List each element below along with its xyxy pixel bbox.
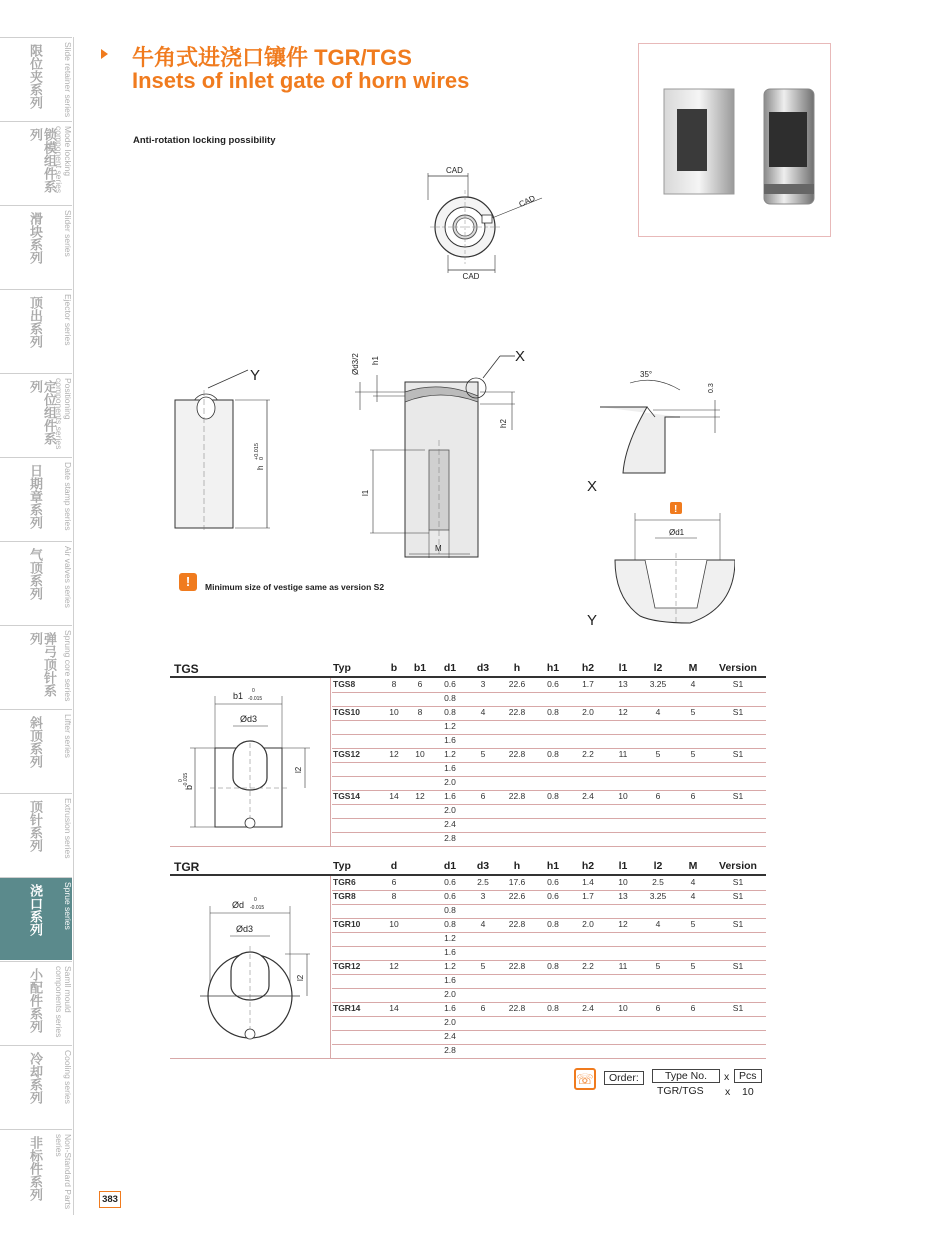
tgs-cell-typ: TGS8 [333,679,356,689]
sidebar-tab[interactable] [0,793,72,876]
tgs-cell-d1: 0.6 [444,679,456,689]
label-gap: 0.3 [708,383,715,393]
tgr-cell-l2: 6 [655,1003,661,1013]
tgs-cell-h2: 2.2 [582,749,594,759]
tgr-cell-typ: TGR6 [333,877,356,887]
tgr-cell-h2: 2.2 [582,961,594,971]
tgs-b1-tol-top: 0 [252,688,255,694]
tgs-cell-typ: TGS10 [333,707,360,717]
tgr-cell-d1: 0.6 [444,891,456,901]
tgr-cell-typ: TGR12 [333,961,361,971]
label-y-left: Y [250,367,261,384]
tgr-table-row [332,876,766,891]
sidebar-divider [73,37,74,1215]
tgr-cell-ver: S1 [732,961,744,971]
tgs-cell-d1: 1.6 [444,735,456,745]
tgs-cell-b: 12 [389,749,399,759]
tgr-table-row [332,946,766,961]
tgs-col-header: b [390,662,398,674]
tgr-table-row [332,1002,766,1017]
tgr-table-row [332,890,766,905]
tgs-col-header: d1 [443,662,457,674]
tgs-cell-d3: 5 [480,749,486,759]
warning-icon: ! [179,573,197,591]
tgr-cell-d1: 1.6 [444,947,456,957]
tgs-table-bottom [170,846,766,847]
tgs-cell-l1: 12 [618,707,628,717]
tgs-cell-l1: 11 [618,749,628,759]
tgs-col-header: Typ [333,662,351,674]
tgr-cell-h2: 1.7 [582,891,594,901]
tgr-cell-d1: 0.6 [444,877,456,887]
tgr-cell-l2: 4 [655,919,661,929]
tgr-col-header: Version [719,860,757,872]
page-title-cn: 牛角式进浇口镶件 TGR/TGS [132,45,412,70]
sidebar-tab-en: Slide retainer series [63,42,73,118]
front-view-drawing [345,330,535,560]
order-example-type: TGR/TGS [657,1085,704,1097]
tgs-cell-l1: 10 [618,791,628,801]
tgr-cell-h1: 0.8 [547,919,559,929]
tgr-cell-h2: 1.4 [582,877,594,887]
tgs-cell-d1: 2.0 [444,805,456,815]
tgs-table-row [332,818,766,833]
tgs-cell-ver: S1 [732,679,744,689]
tgs-cell-h2: 1.7 [582,679,594,689]
tgs-col-header: h2 [581,662,595,674]
sidebar-tab-en: Lifter series [63,714,73,758]
tgs-cell-b1: 8 [417,707,423,717]
sidebar-tab-cn: 浇口系列 [28,884,43,936]
tgs-cell-typ: TGS14 [333,791,360,801]
tgr-cell-l1: 10 [618,877,628,887]
tgr-cell-h: 22.8 [508,919,526,929]
tgs-table-row [332,706,766,721]
sidebar-tab-cn: 定位组件系列 [28,380,57,445]
tgs-cell-d1: 1.2 [444,721,456,731]
tgr-cell-l1: 11 [618,961,628,971]
detail-y-drawing [585,498,735,628]
tgs-table-row [332,804,766,819]
tgr-col-header: d1 [443,860,457,872]
tgr-cell-d: 14 [389,1003,399,1013]
tgr-d3-label: Ød3 [236,924,254,934]
tgr-cell-h2: 2.4 [582,1003,594,1013]
tgs-cell-l2: 3.25 [649,679,667,689]
tgr-cell-ver: S1 [732,891,744,901]
label-y-detail: Y [587,612,598,628]
sidebar-tab-cn: 日期章系列 [28,464,43,529]
tgs-cell-h: 22.8 [508,707,526,717]
tgs-cell-d1: 2.4 [444,819,456,829]
tgr-table-row [332,904,766,919]
sidebar-tab[interactable] [0,961,72,1044]
tgr-cell-typ: TGR10 [333,919,361,929]
label-m: M [435,544,442,553]
tgr-cell-d1: 2.0 [444,989,456,999]
tgr-col-header: M [688,860,698,872]
tgs-table-row [332,748,766,763]
sidebar-tab-en: Air valves series [63,546,73,608]
tgs-cell-b1: 6 [417,679,423,689]
phone-order-icon: ☏ [574,1068,596,1090]
tgs-table-row [332,776,766,791]
tgs-cell-ver: S1 [732,749,744,759]
tgr-table-row [332,960,766,975]
tgr-cell-d1: 0.8 [444,919,456,929]
warning-glyph-small: ! [674,504,678,515]
sidebar-tab-cn: 限位夹系列 [28,44,43,109]
cad-label-bottom: CAD [462,272,480,281]
sidebar-tab[interactable] [0,1129,72,1212]
order-times-2: x [725,1086,731,1098]
tgr-col-header: h1 [546,860,560,872]
sidebar-tab[interactable] [0,373,72,456]
tgs-col-header: h [513,662,521,674]
order-type-no-header: Type No. [652,1069,720,1083]
sidebar-tab-en: Sprung core series [63,630,73,702]
label-h2: h2 [499,419,508,428]
tgr-cell-ver: S1 [732,1003,744,1013]
tgs-cell-d1: 1.2 [444,749,456,759]
tgs-cell-d1: 0.8 [444,707,456,717]
sidebar-tab[interactable] [0,709,72,792]
tgs-cell-h2: 2.0 [582,707,594,717]
tgs-col-header: Version [719,662,757,674]
sidebar-tab-cn: 冷却系列 [28,1052,43,1104]
tgs-cell-h2: 2.4 [582,791,594,801]
tgs-cell-b: 8 [391,679,397,689]
tgs-cell-m: 6 [690,791,696,801]
tgs-cell-d3: 4 [480,707,486,717]
tgs-b-tol-bot: -0.015 [183,772,189,787]
tgr-table-header [170,858,766,876]
tgr-table-row [332,1030,766,1045]
sidebar-tab-cn: 滑块系列 [28,212,43,264]
tgs-cell-ver: S1 [732,707,744,717]
sidebar-tab-cn: 锁模组件系列 [28,128,57,193]
tgr-cell-h2: 2.0 [582,919,594,929]
tgr-col-header: l2 [653,860,663,872]
tgr-cell-d1: 2.0 [444,1017,456,1027]
tgr-cell-d3: 3 [480,891,486,901]
tgs-cell-h: 22.6 [508,679,526,689]
tgr-cell-h1: 0.6 [547,891,559,901]
tgr-cell-h1: 0.6 [547,877,559,887]
tgr-table-row [332,918,766,933]
tgr-table-row [332,1016,766,1031]
tgr-cell-h1: 0.8 [547,961,559,971]
tgr-cell-typ: TGR14 [333,1003,361,1013]
tgr-cell-d: 6 [391,877,397,887]
tgr-cell-l2: 2.5 [652,877,664,887]
sidebar-tab[interactable] [0,1045,72,1128]
note-text: Minimum size of vestige same as version S2 [205,582,385,592]
tgs-table-row [332,832,766,847]
tgr-cell-h: 22.8 [508,961,526,971]
sidebar-tab[interactable] [0,121,72,204]
tgs-col-header: b1 [413,662,427,674]
page-number: 383 [99,1191,121,1208]
tgr-cell-d3: 2.5 [477,877,489,887]
label-h: h [256,465,265,470]
tgr-table-row [332,988,766,1003]
tgr-col-header: h [513,860,521,872]
tgr-cell-l2: 3.25 [649,891,667,901]
tgr-cell-ver: S1 [732,877,744,887]
tgr-table-row [332,932,766,947]
label-h-tol-bot: 0 [259,456,265,460]
tgr-cell-ver: S1 [732,919,744,929]
sidebar-tab[interactable] [0,289,72,372]
tgr-col-header: d3 [476,860,490,872]
tgs-cell-l2: 4 [655,707,661,717]
sidebar-tab-cn: 非标件系列 [28,1136,43,1201]
sidebar-tab-cn: 顶出系列 [28,296,43,348]
tgr-col-header: d [390,860,398,872]
tgs-table-row [332,734,766,749]
tgr-figure [170,876,331,1058]
tgr-cell-d1: 1.2 [444,933,456,943]
product-photo [638,43,831,237]
tgr-cell-d3: 4 [480,919,486,929]
tgr-cell-d3: 5 [480,961,486,971]
tgs-table-row [332,790,766,805]
sidebar-tab-en: Extrusion series [63,798,73,859]
tgr-table-row [332,1044,766,1059]
label-x-detail: X [587,478,598,495]
tgs-cell-typ: TGS12 [333,749,360,759]
sidebar-tab[interactable] [0,457,72,540]
tgr-cell-d1: 1.6 [444,975,456,985]
tgs-cell-d3: 6 [480,791,486,801]
sidebar-tab-cn: 弹弓顶针系列 [28,632,57,697]
sidebar-tab-en: Samll mould components series [54,966,73,1038]
tgs-section-label: TGS [174,662,199,676]
tgs-cell-l2: 5 [655,749,661,759]
tgr-table-bottom [170,1058,766,1059]
tgs-b1-label: b1 [233,691,244,701]
tgr-cell-m: 4 [690,877,696,887]
product-render [639,44,830,236]
tgr-cell-d1: 1.2 [444,961,456,971]
tgs-col-header: d3 [476,662,490,674]
tgs-col-header: l2 [653,662,663,674]
order-pcs-header: Pcs [734,1069,762,1083]
tgr-cell-m: 4 [690,891,696,901]
tgr-cell-l1: 13 [618,891,628,901]
tgs-cell-h: 22.8 [508,749,526,759]
tgr-cell-l1: 12 [618,919,628,929]
tgr-cell-h: 22.6 [508,891,526,901]
sidebar-tab[interactable] [0,205,72,288]
sidebar-tab-cn: 小配件系列 [28,968,43,1033]
tgr-cell-d1: 0.8 [444,905,456,915]
tgs-cell-b: 10 [389,707,399,717]
tgr-col-header: l1 [618,860,628,872]
sidebar-tab-en: Non-Standard Parts series [54,1134,73,1210]
tgs-cell-b1: 10 [415,749,425,759]
tgs-figure [170,678,331,846]
sidebar [0,37,73,1215]
tgs-cell-b: 14 [389,791,399,801]
tgs-b1-tol-bot: -0.015 [248,696,263,702]
sidebar-tab[interactable] [0,625,72,708]
sidebar-tab-en: Slider series [63,210,73,257]
sidebar-tab[interactable] [0,37,72,120]
tgr-cell-m: 6 [690,1003,696,1013]
cad-top-view-drawing [420,160,560,285]
tgr-cell-h1: 0.8 [547,1003,559,1013]
tgs-cell-m: 5 [690,707,696,717]
sidebar-tab-en: Mode locking component series [54,126,73,194]
side-view-y-drawing [170,360,280,535]
tgs-cell-b1: 12 [415,791,425,801]
tgs-cell-h1: 0.8 [547,791,559,801]
tgs-cell-m: 4 [690,679,696,689]
cad-label-angled: CAD [517,193,537,209]
tgr-cell-d: 10 [389,919,399,929]
tgs-table-header [170,660,766,678]
tgr-section-label: TGR [174,860,200,874]
tgs-cell-d1: 0.8 [444,693,456,703]
label-angle: 35° [640,370,653,379]
tgr-cell-h: 17.6 [508,877,526,887]
tgr-d-tol-bot: -0.015 [250,905,265,911]
tgs-section-drawing [170,678,330,846]
tgs-cell-m: 5 [690,749,696,759]
tgs-cell-d1: 1.6 [444,791,456,801]
tgr-table-row [332,974,766,989]
tgs-cell-d1: 1.6 [444,763,456,773]
tgs-table-row [332,678,766,693]
tgr-cell-d: 12 [389,961,399,971]
tgr-cell-d1: 1.6 [444,1003,456,1013]
anti-rotation-caption: Anti-rotation locking possibility [133,135,276,146]
cad-label-top: CAD [446,166,463,175]
tgr-d-tol-top: 0 [254,897,257,903]
note-warning [179,573,197,591]
tgr-section-drawing [170,876,330,1058]
tgr-d-label: Ød [232,900,245,910]
sidebar-tab[interactable] [0,877,72,960]
tgr-cell-d1: 2.4 [444,1031,456,1041]
order-times-1: x [724,1071,730,1083]
tgs-cell-h: 22.8 [508,791,526,801]
tgr-cell-typ: TGR8 [333,891,356,901]
label-d3-half: Ød3/2 [351,353,360,375]
tgs-cell-d1: 2.0 [444,777,456,787]
tgr-cell-m: 5 [690,919,696,929]
title-arrow-icon [101,49,108,59]
tgs-b-tol-top: 0 [178,779,184,782]
order-example-qty: 10 [742,1086,754,1098]
sidebar-tab-en: Positioning components series [54,378,73,450]
page-title-en: Insets of inlet gate of horn wires [132,68,470,93]
tgs-cell-h1: 0.8 [547,707,559,717]
tgr-col-header: h2 [581,860,595,872]
tgs-d3-label: Ød3 [240,714,258,724]
label-h1: h1 [371,356,380,365]
tgs-l2-label: l2 [294,766,303,773]
tgr-cell-l1: 10 [618,1003,628,1013]
detail-x-drawing [585,365,725,495]
tgr-cell-d3: 6 [480,1003,486,1013]
tgs-cell-d1: 2.8 [444,833,456,843]
tgs-cell-l1: 13 [618,679,628,689]
sidebar-tab-en: Cooling series [63,1050,73,1104]
tgr-cell-m: 5 [690,961,696,971]
tgs-table-row [332,720,766,735]
sidebar-tab[interactable] [0,541,72,624]
sidebar-tab-cn: 气顶系列 [28,548,43,600]
sidebar-tab-cn: 顶针系列 [28,800,43,852]
label-d1: Ød1 [669,528,685,537]
tgs-cell-d3: 3 [480,679,486,689]
tgs-col-header: M [688,662,698,674]
tgs-cell-ver: S1 [732,791,744,801]
tgr-cell-l2: 5 [655,961,661,971]
tgr-cell-d: 8 [391,891,397,901]
tgs-table-row [332,762,766,777]
sidebar-tab-en: Sprue series [63,882,73,930]
tgs-col-header: h1 [546,662,560,674]
tgs-col-header: l1 [618,662,628,674]
tgr-cell-h: 22.8 [508,1003,526,1013]
tgs-table-row [332,692,766,707]
label-h-tol-top: +0.015 [254,443,260,460]
tgr-l2-label: l2 [296,974,305,981]
tgs-cell-h1: 0.6 [547,679,559,689]
tgs-b-label: b [184,784,194,790]
order-label: Order: [604,1071,644,1085]
sidebar-tab-en: Date stamp series [63,462,73,531]
tgs-cell-l2: 6 [655,791,661,801]
tgr-col-header: Typ [333,860,351,872]
sidebar-tab-cn: 斜顶系列 [28,716,43,768]
tgs-cell-h1: 0.8 [547,749,559,759]
tgr-cell-d1: 2.8 [444,1045,456,1055]
label-x-center: X [515,348,526,365]
sidebar-tab-en: Ejector series [63,294,73,346]
label-l1: l1 [361,489,370,496]
